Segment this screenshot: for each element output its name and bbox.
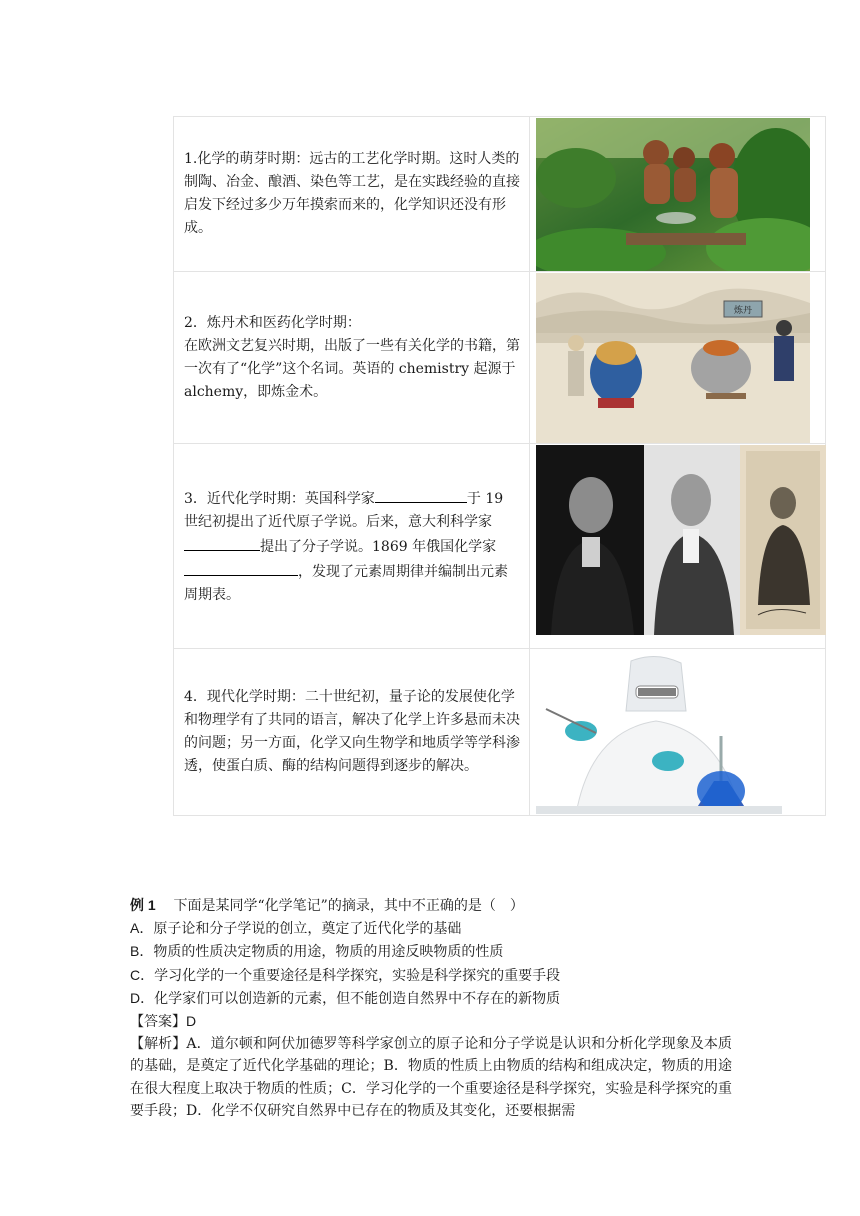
- table-cell-text: [174, 444, 530, 648]
- option-letter: A．: [130, 920, 154, 937]
- lab-scientist-image: [536, 651, 782, 818]
- question-line: [130, 894, 732, 917]
- table-cell-text: [174, 272, 530, 443]
- alchemy-sign: 炼丹: [733, 306, 753, 316]
- option-text: 原子论和分子学说的创立，奠定了近代化学的基础: [153, 921, 462, 938]
- row2-text: [184, 312, 521, 404]
- option-letter: D．: [130, 989, 155, 1006]
- row3-part1: 3．近代化学时期：英国科学家: [184, 490, 375, 507]
- table-cell-text: [174, 117, 530, 271]
- option-text: 物质的性质决定物质的用途，物质的用途反映物质的性质: [153, 944, 504, 961]
- option-a: [130, 917, 732, 940]
- ancient-people-image: [536, 118, 810, 275]
- answer-line: [130, 1010, 732, 1033]
- table-row: [174, 272, 825, 444]
- history-table: [173, 116, 826, 816]
- example-label: 例 1: [130, 897, 156, 913]
- row3-part3: 提出了分子学说。1869 年俄国化学家: [260, 538, 497, 555]
- answer-value: D: [186, 1013, 197, 1030]
- row2-body: 在欧洲文艺复兴时期，出版了一些有关化学的书籍，第一次有了“化学”这个名词。英语的 chemistry 起源于 alchemy，即炼金术。: [184, 337, 520, 400]
- alchemy-image: [536, 273, 810, 447]
- scientist-portraits-image: [536, 445, 826, 639]
- row4-text: 4．现代化学时期：二十世纪初，量子论的发展使化学和物理学有了共同的语言，解决了化学上许多悬而未决的问题；另一方面，化学又向生物学和地质学等学科渗透，使蛋白质、酶的结构问题得到逐步的解决。: [184, 689, 520, 774]
- option-letter: B．: [130, 943, 154, 960]
- row2-title: 2．炼丹术和医药化学时期：: [184, 314, 361, 331]
- row3-part2: 于 19 世纪初提出了近代原子学说。后来，意大利科学家: [184, 490, 504, 530]
- option-text: 学习化学的一个重要途径是科学探究，实验是科学探究的重要手段: [154, 967, 561, 984]
- row1-text: 1.化学的萌芽时期：远古的工艺化学时期。这时人类的制陶、冶金、酿酒、染色等工艺，是在实践经验的直接启发下经过多少万年摸索而来的，化学知识还没有形成。: [184, 151, 520, 236]
- option-letter: C．: [130, 966, 155, 983]
- example-section: [130, 894, 732, 1122]
- option-d: [130, 987, 732, 1010]
- row3-text: [184, 486, 521, 607]
- table-row: [174, 117, 825, 272]
- option-b: [130, 940, 732, 963]
- analysis-label: 【解析】: [130, 1036, 187, 1053]
- blank-scientist-3[interactable]: [184, 559, 298, 576]
- option-text: 化学家们可以创造新的元素，但不能创造自然界中不存在的新物质: [154, 990, 561, 1007]
- table-row: [174, 444, 825, 649]
- row3-part4: ，发现了元素周期律并编制出元素周期表。: [184, 563, 508, 603]
- blank-scientist-1[interactable]: [375, 486, 467, 503]
- table-cell-text: [174, 649, 530, 815]
- blank-scientist-2[interactable]: [184, 534, 260, 551]
- analysis-paragraph: [130, 1033, 732, 1122]
- option-c: [130, 964, 732, 987]
- question-text: 下面是某同学“化学笔记”的摘录，其中不正确的是（ ）: [173, 898, 524, 914]
- answer-label: 【答案】: [130, 1014, 186, 1031]
- analysis-text: A．道尔顿和阿伏加德罗等科学家创立的原子论和分子学说是认识和分析化学现象及本质的基础，是奠定了近代化学基础的理论；B．物质的性质上由物质的结构和组成决定，物质的用途在很大程度上取决于物质的性质；C．学习化学的一个重要途径是科学探究，实验是科学探究的重要手段；D．化学不仅研究自然界中已存在的物质及其变化，还要根据需: [130, 1036, 733, 1119]
- table-row: [174, 649, 825, 815]
